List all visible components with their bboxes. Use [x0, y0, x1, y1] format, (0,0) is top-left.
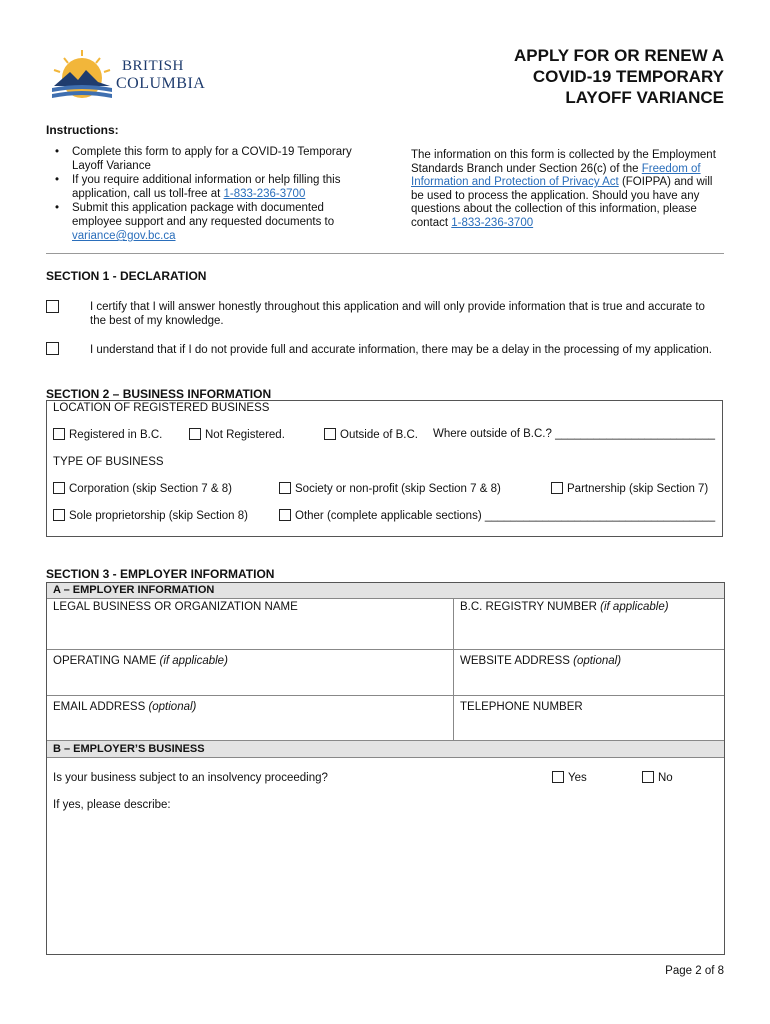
field-label: TELEPHONE NUMBER	[460, 701, 583, 713]
declaration-1-checkbox[interactable]	[46, 300, 59, 313]
email-field[interactable]	[47, 695, 453, 741]
instructions-heading: Instructions:	[46, 123, 119, 137]
employer-info-band: A – EMPLOYER INFORMATION	[47, 583, 724, 599]
form-title	[514, 45, 724, 108]
foi-notice	[411, 149, 721, 230]
form-title-line-3: LAYOFF VARIANCE	[565, 88, 724, 107]
checkbox[interactable]	[53, 509, 65, 521]
checkbox[interactable]	[53, 428, 65, 440]
checkbox[interactable]	[324, 428, 336, 440]
checkbox[interactable]	[53, 482, 65, 494]
option-label: Partnership (skip Section 7)	[567, 483, 709, 495]
field-label: B.C. REGISTRY NUMBER	[460, 601, 601, 613]
form-title-line-1: APPLY FOR OR RENEW A	[513, 46, 724, 65]
foi-text: The information on this form is collected by the Employment Standards Branch under Section 26(c) of the	[411, 149, 716, 175]
section3-title: SECTION 3 - EMPLOYER INFORMATION	[46, 567, 275, 581]
option-label: No	[658, 772, 673, 784]
insolvency-describe-label: If yes, please describe:	[53, 799, 171, 811]
form-title-line-2: COVID-19 TEMPORARY	[532, 67, 724, 86]
loc-registered-option[interactable]	[53, 428, 162, 441]
insolvency-describe-area[interactable]	[53, 815, 713, 950]
bc-logo-sun-mountain-icon	[50, 48, 114, 100]
instruction-item	[55, 145, 355, 173]
field-label: EMAIL ADDRESS	[53, 701, 149, 713]
field-label: WEBSITE ADDRESS	[460, 655, 574, 667]
option-label: Corporation (skip Section 7 & 8)	[69, 483, 232, 495]
field-note: (optional)	[573, 655, 622, 667]
business-info-box	[46, 400, 723, 537]
option-label: Registered in B.C.	[69, 429, 163, 441]
declaration-1-text: I certify that I will answer honestly throughout this application and will only provide information that is true and accurate to the best of my knowledge.	[90, 301, 705, 327]
type-other-option[interactable]	[279, 509, 715, 522]
registry-number-field[interactable]	[454, 599, 724, 650]
instruction-item	[55, 201, 355, 243]
instructions-list	[55, 145, 355, 243]
instruction-item	[55, 173, 355, 201]
field-note: (if applicable)	[159, 655, 228, 667]
business-type-label: TYPE OF BUSINESS	[53, 456, 164, 468]
telephone-field[interactable]	[454, 695, 724, 741]
option-label: Not Registered.	[205, 429, 285, 441]
checkbox[interactable]	[551, 482, 563, 494]
legal-name-field[interactable]	[47, 599, 453, 650]
logo-line-2: COLUMBIA	[116, 75, 206, 92]
declaration-2-text: I understand that if I do not provide full and accurate information, there may be a delay in the processing of my application.	[90, 344, 712, 356]
foi-text-2: (FOIPPA) and will be used to process the application. Should you have any questions about the collection of this information, please contact	[411, 176, 713, 229]
where-outside-field[interactable]: Where outside of B.C.? _________________________	[433, 428, 715, 440]
type-corporation-option[interactable]	[53, 482, 232, 495]
foippa-link[interactable]: Freedom of Information and Protection of Privacy Act	[411, 162, 701, 188]
insolvency-question: Is your business subject to an insolvency proceeding?	[53, 772, 328, 784]
foi-phone-link[interactable]: 1-833-236-3700	[451, 216, 534, 229]
section2-title: SECTION 2 – BUSINESS INFORMATION	[46, 387, 272, 401]
insolvency-no-option[interactable]	[642, 771, 673, 784]
option-label: Society or non-profit (skip Section 7 & 8)	[295, 483, 501, 495]
checkbox[interactable]	[279, 482, 291, 494]
checkbox[interactable]	[189, 428, 201, 440]
location-label: LOCATION OF REGISTERED BUSINESS	[53, 402, 270, 414]
employer-info-table	[46, 582, 725, 955]
option-label: Outside of B.C.	[340, 429, 418, 441]
loc-not-registered-option[interactable]	[189, 428, 285, 441]
checkbox[interactable]	[279, 509, 291, 521]
operating-name-field[interactable]	[47, 649, 453, 695]
option-label: Other (complete applicable sections) ____________________________________	[295, 510, 716, 522]
field-note: (if applicable)	[600, 601, 669, 613]
declaration-2-checkbox[interactable]	[46, 342, 59, 355]
phone-link[interactable]: 1-833-236-3700	[223, 188, 306, 200]
type-sole-prop-option[interactable]	[53, 509, 248, 522]
checkbox[interactable]	[552, 771, 564, 783]
field-label: OPERATING NAME	[53, 655, 160, 667]
column-divider	[453, 599, 454, 741]
employers-business-band: B – EMPLOYER’S BUSINESS	[47, 740, 724, 758]
checkbox[interactable]	[642, 771, 654, 783]
option-label: Yes	[568, 772, 587, 784]
divider	[46, 253, 724, 254]
type-partnership-option[interactable]	[551, 482, 708, 495]
section1-title: SECTION 1 - DECLARATION	[46, 269, 207, 283]
field-note: (optional)	[148, 701, 197, 713]
field-label: LEGAL BUSINESS OR ORGANIZATION NAME	[53, 601, 298, 613]
type-society-option[interactable]	[279, 482, 501, 495]
instruction-text: Submit this application package with documented employee support and any requested documents to	[72, 202, 335, 228]
logo-line-1: BRITISH	[122, 58, 184, 74]
bc-logo	[50, 48, 215, 100]
loc-outside-option[interactable]	[324, 428, 418, 441]
website-field[interactable]	[454, 649, 724, 695]
page-number: Page 2 of 8	[665, 965, 724, 977]
instruction-text: Complete this form to apply for a COVID-19 Temporary Layoff Variance	[72, 146, 352, 172]
option-label: Sole proprietorship (skip Section 8)	[69, 510, 248, 522]
email-link[interactable]: variance@gov.bc.ca	[72, 230, 176, 242]
instruction-text: If you require additional information or help filling this application, call us toll-free at	[72, 174, 341, 200]
insolvency-yes-option[interactable]	[552, 771, 587, 784]
